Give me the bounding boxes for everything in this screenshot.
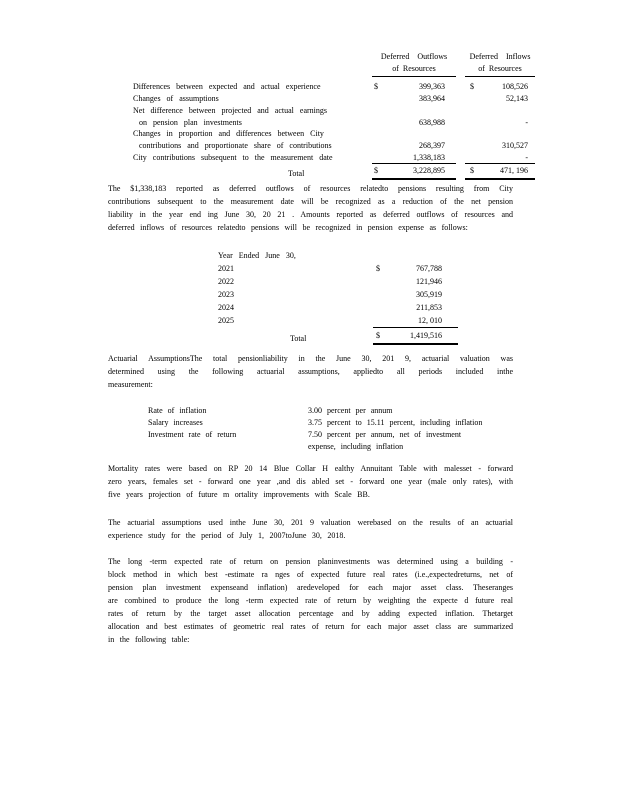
text-line: rates of return by the target asset allocation percentage and by adding expected inflation. Thetarget (108, 609, 513, 618)
year-label: 2023 (218, 290, 234, 299)
row-label-line: Total (288, 169, 305, 179)
outflows-amount (372, 93, 456, 105)
amount-value: 1,338,183 (413, 152, 445, 162)
text-line: liability in the year end ing June 30, 20 21 . Amounts reported as deferred outflows of resources and (108, 210, 513, 219)
amount-value: 3,228,895 (413, 166, 445, 176)
assumption-row (148, 405, 533, 417)
header-line: Deferred Inflows (469, 52, 531, 61)
text-line: experience study for the period of July 1, 2007toJune 30, 2018. (108, 531, 346, 540)
row-label-line: Differences between expected and actual experience (133, 82, 321, 92)
text-line: are combined to produce the long -term expected rate of return by weighting the expecte d future real (108, 596, 513, 605)
amount-value: 12, 010 (418, 316, 442, 325)
text-line: The $1,338,183 reported as deferred outflows of resources relatedto pensions resulting from City (108, 184, 513, 193)
text-line: determined using the following actuarial assumptions, appliedto all periods included inthe (108, 367, 513, 376)
assumption-label: Rate of inflation (148, 406, 207, 415)
inflows-total-amount (465, 163, 535, 180)
schedule-total-row (218, 327, 458, 345)
assumption-value-line: expense, including inflation (308, 442, 404, 451)
year-label: 2021 (218, 264, 234, 273)
schedule-row (218, 314, 458, 327)
header-spacer (133, 51, 372, 77)
outflows-amount (372, 140, 456, 152)
assumption-label: Investment rate of return (148, 430, 237, 439)
assumption-row (148, 429, 533, 453)
text-line: measurement: (108, 380, 153, 389)
amount-cell (373, 288, 458, 301)
row-label (133, 168, 363, 180)
text-line: in the following table: (108, 635, 190, 644)
amount-value: - (525, 152, 528, 162)
outflows-amount (372, 117, 456, 129)
amount-cell (373, 301, 458, 314)
text-line: The long -term expected rate of return on pension planinvestments was determined using a building - (108, 557, 513, 566)
year-label: 2022 (218, 277, 234, 286)
inflows-amount (465, 152, 535, 164)
text-line: contributions subsequent to the measurement date will be recognized as a reduction of the net pension (108, 197, 513, 206)
row-label (133, 81, 363, 93)
paragraph-actuarial-assumptions (108, 352, 513, 391)
amount-cell (373, 314, 458, 327)
row-label-line: on pension plan investments (139, 117, 242, 127)
amount-value: 767,788 (416, 264, 442, 273)
amount-cell (373, 275, 458, 288)
amount-value: 52,143 (506, 94, 528, 104)
header-line: Deferred Outflows (380, 52, 448, 61)
text-line: pension plan investment expenseand inflation) aredeveloped for each major asset class. Theseranges (108, 583, 513, 592)
amount-value: 268,397 (419, 140, 445, 150)
table-header-row (133, 51, 545, 77)
deferred-outflows-header (372, 51, 456, 77)
year-label: 2025 (218, 316, 234, 325)
row-label (133, 128, 363, 151)
amount-value: 211,853 (416, 303, 442, 312)
assumption-row (148, 417, 533, 429)
text-line: deferred inflows of resources relatedto pensions will be recognized in pension expense as follows: (108, 223, 468, 232)
amount-value: - (525, 117, 528, 127)
table-row (133, 152, 545, 164)
paragraph-long-term-return (108, 555, 513, 646)
assumption-value (308, 405, 533, 417)
amount-value: 399,363 (419, 82, 445, 92)
year-label: 2024 (218, 303, 234, 312)
inflows-amount (465, 140, 535, 152)
amount-value: 383,964 (419, 94, 445, 104)
text-line: zero years, females set - forward one year ,and dis abled set - forward one year (male only rates), with (108, 477, 513, 486)
inflows-amount (465, 81, 535, 93)
dollar-sign: $ (376, 331, 380, 340)
assumption-value (308, 417, 533, 429)
deferred-outflows-inflows-table (133, 51, 545, 180)
row-label-line: contributions and proportionate share of contributions (139, 140, 332, 150)
schedule-row (218, 288, 458, 301)
assumption-value-line: 3.75 percent to 15.11 percent, including inflation (308, 418, 483, 427)
paragraph-deferred-note (108, 182, 513, 234)
header-line: of Resources (392, 63, 436, 73)
text-line: block method in which best -estimate ra nges of expected future real rates (i.e.,expectedreturns, net of (108, 570, 513, 579)
amount-value: 310,527 (502, 140, 528, 150)
outflows-total-amount (372, 163, 456, 180)
row-label (133, 105, 363, 128)
row-label (133, 93, 363, 105)
deferred-inflows-header (465, 51, 535, 77)
text-line: five years projection of future m ortality improvements with Scale BB. (108, 490, 370, 499)
dollar-sign: $ (374, 166, 378, 176)
table-row (133, 128, 545, 151)
table-row (133, 93, 545, 105)
amount-value: 638,988 (419, 117, 445, 127)
schedule-row (218, 275, 458, 288)
pension-expense-schedule (218, 249, 458, 345)
assumption-value (308, 429, 533, 453)
outflows-amount (372, 81, 456, 93)
inflows-amount (465, 117, 535, 129)
inflows-amount (465, 93, 535, 105)
header-line: of Resources (478, 63, 522, 73)
row-label-line: Changes of assumptions (133, 94, 219, 104)
row-label (133, 152, 363, 164)
table-total-row (133, 163, 545, 180)
total-amount-cell (373, 327, 458, 345)
amount-value: 471, 196 (500, 166, 528, 176)
table-row (133, 105, 545, 128)
total-label: Total (290, 334, 307, 343)
text-line: The actuarial assumptions used inthe June 30, 201 9 valuation werebased on the results of an actuarial (108, 518, 513, 527)
schedule-row (218, 262, 458, 275)
text-line: Actuarial AssumptionsThe total pensionliability in the June 30, 201 9, actuarial valuation was (108, 354, 513, 363)
amount-value: 121,946 (416, 277, 442, 286)
dollar-sign: $ (374, 82, 378, 92)
paragraph-mortality (108, 462, 513, 501)
text-line: allocation and best estimates of geometric real rates of return for each major asset class are summarized (108, 622, 513, 631)
row-label-line: City contributions subsequent to the measurement date (133, 152, 333, 162)
row-label-line: Net difference between projected and actual earnings (133, 105, 327, 115)
amount-cell (373, 262, 458, 275)
amount-value: 305,919 (416, 290, 442, 299)
schedule-row (218, 301, 458, 314)
amount-value: 1,419,516 (410, 331, 442, 340)
assumption-value-line: 7.50 percent per annum, net of investment (308, 430, 462, 439)
text-line: Mortality rates were based on RP 20 14 Blue Collar H ealthy Annuitant Table with malesset - forward (108, 464, 513, 473)
dollar-sign: $ (470, 166, 474, 176)
row-label-line: Changes in proportion and differences between City (133, 129, 324, 139)
table-row (133, 81, 545, 93)
actuarial-assumptions-list (148, 405, 533, 453)
dollar-sign: $ (470, 82, 474, 92)
amount-value: 108,526 (502, 82, 528, 92)
paragraph-experience-study (108, 516, 513, 542)
schedule-header: Year Ended June 30, (218, 251, 296, 260)
outflows-amount (372, 152, 456, 164)
assumption-value-line: 3.00 percent per annum (308, 406, 393, 415)
assumption-label: Salary increases (148, 418, 203, 427)
dollar-sign: $ (376, 264, 380, 273)
table-body (133, 81, 545, 180)
